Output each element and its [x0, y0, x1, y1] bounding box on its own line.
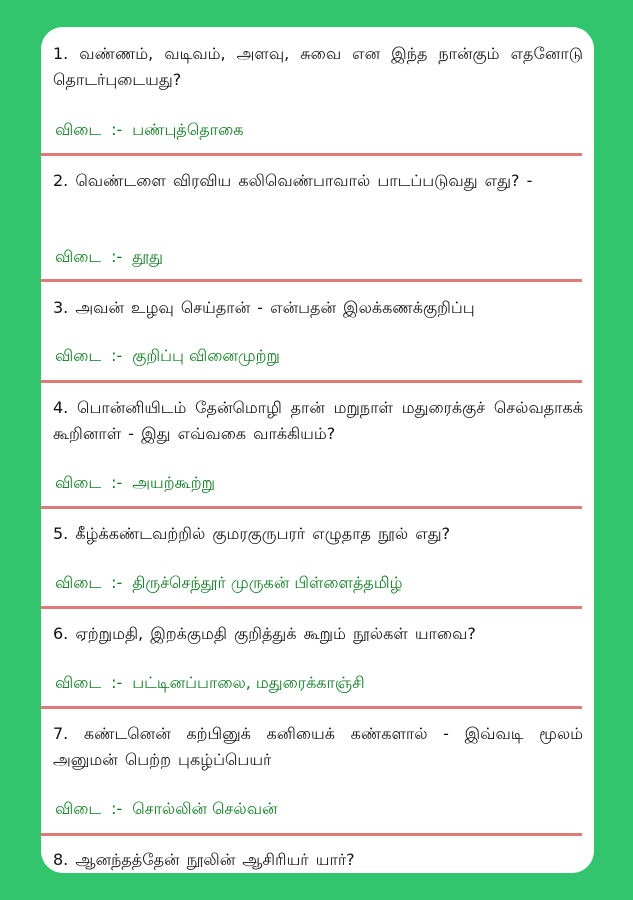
answer-separator: :-: [111, 120, 123, 139]
answer-label: விடை: [55, 799, 102, 818]
answer-3: [55, 346, 280, 367]
qa-item-7: [53, 721, 583, 773]
answer-text: திருச்செந்தூர் முருகன் பிள்ளைத்தமிழ்: [132, 573, 403, 592]
divider: [41, 279, 582, 282]
answer-text: பண்புத்தொகை: [132, 120, 244, 139]
qa-item-6: [53, 621, 583, 647]
question-1: 1. வண்ணம், வடிவம், அளவு, சுவை என இந்த நான்கும் எதனோடு தொடர்புடையது?: [53, 44, 583, 89]
question-3: 3. அவன் உழவு செய்தான் - என்பதன் இலக்கணக்குறிப்பு: [53, 298, 475, 317]
question-2: 2. வெண்டளை விரவிய கலிவெண்பாவால் பாடப்படுவது எது? -: [53, 171, 533, 190]
answer-6: [55, 673, 365, 694]
question-6: 6. ஏற்றுமதி, இறக்குமதி குறித்துக் கூறும் நூல்கள் யாவை?: [53, 624, 476, 643]
answer-text: குறிப்பு வினைமுற்று: [132, 346, 280, 365]
answer-text: சொல்லின் செல்வன்: [132, 799, 278, 818]
answer-text: தூது: [132, 247, 163, 266]
qa-item-3: [53, 295, 583, 321]
answer-label: விடை: [55, 473, 102, 492]
answer-7: [55, 799, 278, 820]
answer-separator: :-: [111, 473, 123, 492]
answer-5: [55, 573, 402, 594]
qa-item-5: [53, 521, 583, 547]
divider: [41, 606, 582, 609]
answer-separator: :-: [111, 573, 123, 592]
answer-separator: :-: [111, 673, 123, 692]
answer-2: [55, 247, 163, 268]
divider: [41, 833, 582, 836]
answer-label: விடை: [55, 346, 102, 365]
divider: [41, 153, 582, 156]
answer-separator: :-: [111, 346, 123, 365]
qa-item-1: [53, 41, 583, 93]
answer-separator: :-: [111, 799, 123, 818]
divider: [41, 706, 582, 709]
question-7: 7. கண்டனென் கற்பினுக் கனியைக் கண்களால் - இவ்வடி மூலம் அனுமன் பெற்ற புகழ்ப்பெயர்: [53, 724, 583, 769]
qa-item-8: [53, 847, 583, 873]
divider: [41, 380, 582, 383]
answer-text: பட்டினப்பாலை, மதுரைக்காஞ்சி: [132, 673, 365, 692]
question-4: 4. பொன்னியிடம் தேன்மொழி தான் மறுநாள் மதுரைக்குச் செல்வதாகக் கூறினாள் - இது எவ்வகை வாக்கியம்?: [53, 398, 583, 443]
answer-4: [55, 473, 215, 494]
answer-label: விடை: [55, 573, 102, 592]
qa-item-2: [53, 168, 583, 194]
qa-item-4: [53, 395, 583, 447]
answer-label: விடை: [55, 120, 102, 139]
answer-1: [55, 120, 243, 141]
answer-label: விடை: [55, 247, 102, 266]
qa-card: [41, 27, 594, 873]
question-5: 5. கீழ்க்கண்டவற்றில் குமரகுருபரர் எழுதாத நூல் எது?: [53, 524, 451, 543]
answer-label: விடை: [55, 673, 102, 692]
answer-text: அயற்கூற்று: [132, 473, 215, 492]
answer-separator: :-: [111, 247, 123, 266]
divider: [41, 506, 582, 509]
question-8: 8. ஆனந்தத்தேன் நூலின் ஆசிரியர் யார்?: [53, 850, 355, 869]
